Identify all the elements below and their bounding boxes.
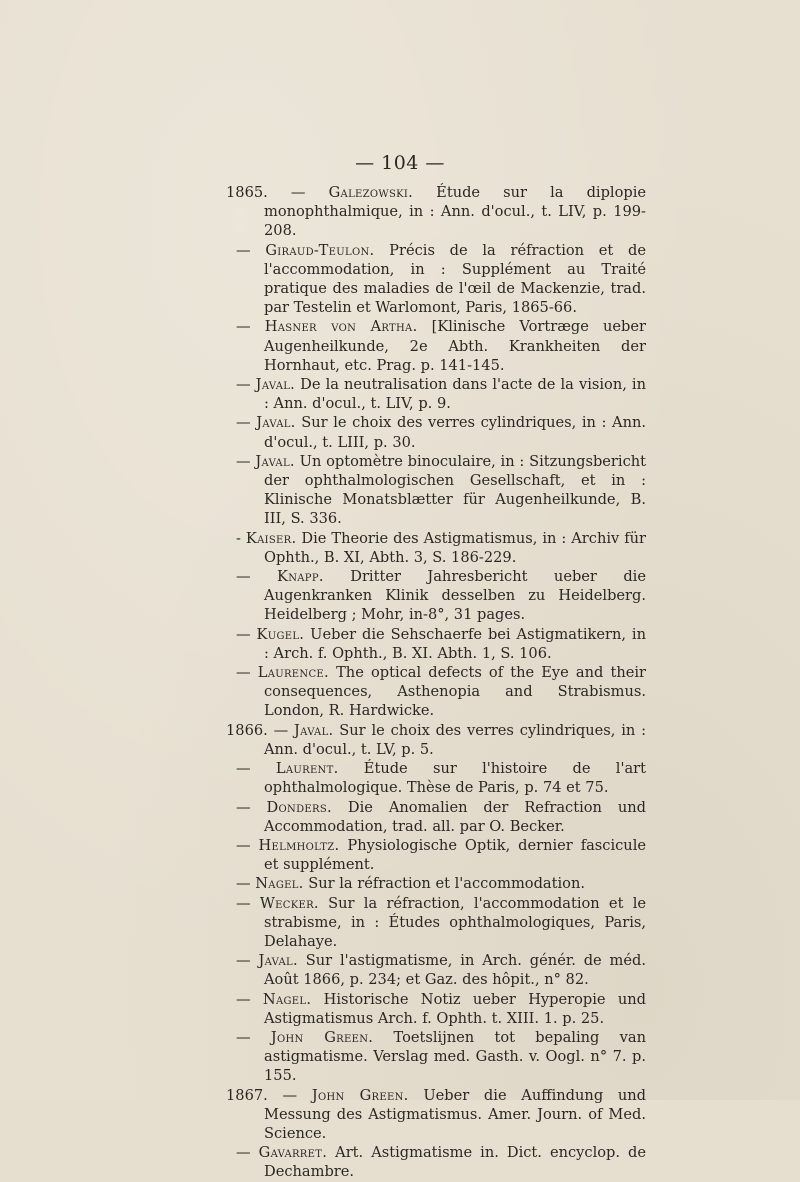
entry-dash: — — [236, 414, 251, 432]
page-number: — 104 — — [355, 152, 445, 174]
entry-author: Javal. — [256, 414, 296, 432]
entry-dash: — — [273, 721, 289, 739]
entry-author: Hasner von Artha. — [264, 318, 418, 336]
entry-year: 1866. — [226, 721, 268, 739]
entry-text: Ueber die Sehschaerfe bei Astigmatikern, in : Arch. f. Ophth., B. XI. Abth. 1, S. 106. — [264, 625, 647, 662]
bibliography-entry — [226, 798, 646, 836]
entry-text: Die Anomalien der Refraction und Accommodation, trad. all. par O. Becker. — [264, 798, 647, 835]
entry-dash: — — [236, 894, 251, 912]
entry-text: Un optomètre binoculaire, in : Sitzungsbericht der ophthalmologischen Gesellschaft, et in : Klinische Monatsblætter für Augenheilkunde, B. III, S. 336. — [264, 452, 647, 528]
entry-dash: — — [236, 760, 251, 778]
entry-author: Laurent. — [275, 760, 339, 778]
entry-author: Nagel. — [255, 875, 304, 893]
bibliography-entry — [226, 951, 646, 989]
bibliography-entry — [226, 836, 646, 874]
entry-dash: - — [236, 529, 241, 547]
entry-text: Précis de la réfraction et de l'accommodation, in : Supplément au Traité pratique des maladies de l'œil de Mackenzie, trad. par Testelin et Warlomont, Paris, 1865-66. — [264, 241, 646, 317]
entry-dash: — — [236, 952, 251, 970]
entry-dash: — — [236, 836, 251, 854]
entry-author: Knapp. — [277, 568, 324, 586]
bibliography-list — [226, 183, 646, 1182]
entry-dash: — — [236, 990, 251, 1008]
entry-author: Javal. — [255, 452, 295, 470]
entry-dash: — — [236, 798, 251, 816]
entry-author: Helmholtz. — [258, 836, 340, 854]
entry-text: Sur la réfraction et l'accommodation. — [308, 875, 585, 893]
bibliography-entry — [226, 241, 646, 318]
entry-author: John Green. — [270, 1028, 374, 1046]
bibliography-entry — [226, 183, 646, 241]
entry-text: Sur la réfraction, l'accommodation et le strabisme, in : Études ophthalmologiques, Paris, Delahaye. — [264, 894, 647, 950]
bibliography-entry — [226, 413, 646, 451]
bibliography-entry — [226, 1086, 646, 1144]
bibliography-entry — [226, 759, 646, 797]
entry-text: Sur le choix des verres cylindriques, in : Ann. d'ocul., t. LV, p. 5. — [264, 721, 647, 758]
bibliography-entry — [226, 894, 646, 952]
bibliography-entry — [226, 452, 646, 529]
entry-dash: — — [236, 376, 251, 394]
entry-author: Javal. — [258, 952, 298, 970]
entry-author: Javal. — [294, 721, 334, 739]
entry-dash: — — [236, 664, 251, 682]
entry-text: Étude sur la diplopie monophthalmique, in : Ann. d'ocul., t. LIV, p. 199-208. — [264, 184, 647, 240]
entry-dash: — — [290, 184, 306, 201]
entry-year: 1865. — [226, 184, 268, 201]
entry-author: Galezowski. — [328, 184, 414, 201]
entry-author: Javal. — [255, 376, 296, 394]
entry-text: Dritter Jahresbericht ueber die Augenkranken Klinik desselben zu Heidelberg. Heidelberg ; Mohr, in-8°, 31 pages. — [264, 568, 646, 624]
entry-dash: — — [236, 875, 251, 893]
entry-author: Kaiser. — [245, 529, 297, 547]
entry-dash: — — [236, 241, 251, 259]
entry-author: Nagel. — [262, 990, 312, 1008]
entry-dash: — — [236, 568, 251, 586]
entry-text: Ueber die Auffindung und Messung des Astigmatismus. Amer. Journ. of Med. Science. — [264, 1086, 647, 1142]
bibliography-entry — [226, 625, 646, 663]
bibliography-entry — [226, 375, 646, 413]
bibliography-entry — [226, 529, 646, 567]
bibliography-entry — [226, 1143, 646, 1181]
entry-text: Die Theorie des Astigmatismus, in : Archiv für Ophth., B. XI, Abth. 3, S. 186-229. — [264, 529, 647, 566]
entry-text: Historische Notiz ueber Hyperopie und Astigmatismus Arch. f. Ophth. t. XIII. 1. p. 25. — [264, 990, 647, 1027]
entry-text: Physiologische Optik, dernier fascicule et supplément. — [264, 836, 647, 874]
entry-text: Sur l'astigmatisme, in Arch. génér. de méd. Août 1866, p. 234; et Gaz. des hôpit., n° 82. — [264, 952, 647, 989]
bibliography-entry — [226, 317, 646, 375]
entry-author: Wecker. — [259, 894, 319, 912]
entry-dash: — — [236, 1144, 251, 1162]
entry-text: Toetslijnen tot bepaling van astigmatisme. Verslag med. Gasth. v. Oogl. n° 7. p. 155. — [264, 1028, 646, 1085]
bibliography-entry — [226, 663, 646, 721]
entry-author: Giraud-Teulon. — [265, 241, 375, 259]
entry-text: [Klinische Vortræge ueber Augenheilkunde, 2e Abth. Krankheiten der Hornhaut, etc. Prag. p. 141-145. — [264, 318, 647, 374]
bibliography-entry — [226, 990, 646, 1028]
entry-dash: — — [282, 1086, 298, 1104]
entry-author: Donders. — [266, 798, 332, 816]
entry-text: Art. Astigmatisme in. Dict. encyclop. de Dechambre. — [264, 1144, 647, 1181]
entry-dash: — — [236, 318, 251, 336]
entry-year: 1867. — [226, 1086, 268, 1104]
entry-dash: — — [236, 1028, 251, 1046]
bibliography-entry — [226, 1028, 646, 1086]
bibliography-entry — [226, 721, 646, 759]
bibliography-entry — [226, 567, 646, 625]
entry-author: John Green. — [311, 1086, 409, 1104]
entry-dash: — — [236, 625, 251, 643]
entry-text: De la neutralisation dans l'acte de la vision, in : Ann. d'ocul., t. LIV, p. 9. — [264, 376, 646, 413]
entry-dash: — — [236, 452, 251, 470]
entry-author: Laurence. — [257, 664, 329, 682]
entry-author: Kugel. — [256, 625, 305, 643]
bibliography-entry — [226, 874, 646, 893]
entry-text: Sur le choix des verres cylindriques, in : Ann. d'ocul., t. LIII, p. 30. — [264, 414, 647, 451]
entry-text: Étude sur l'histoire de l'art ophthalmologique. Thèse de Paris, p. 74 et 75. — [264, 760, 647, 797]
entry-text: The optical defects of the Eye and their consequences, Asthenopia and Strabismus. London, R. Hardwicke. — [264, 664, 646, 720]
entry-author: Gavarret. — [258, 1144, 328, 1162]
